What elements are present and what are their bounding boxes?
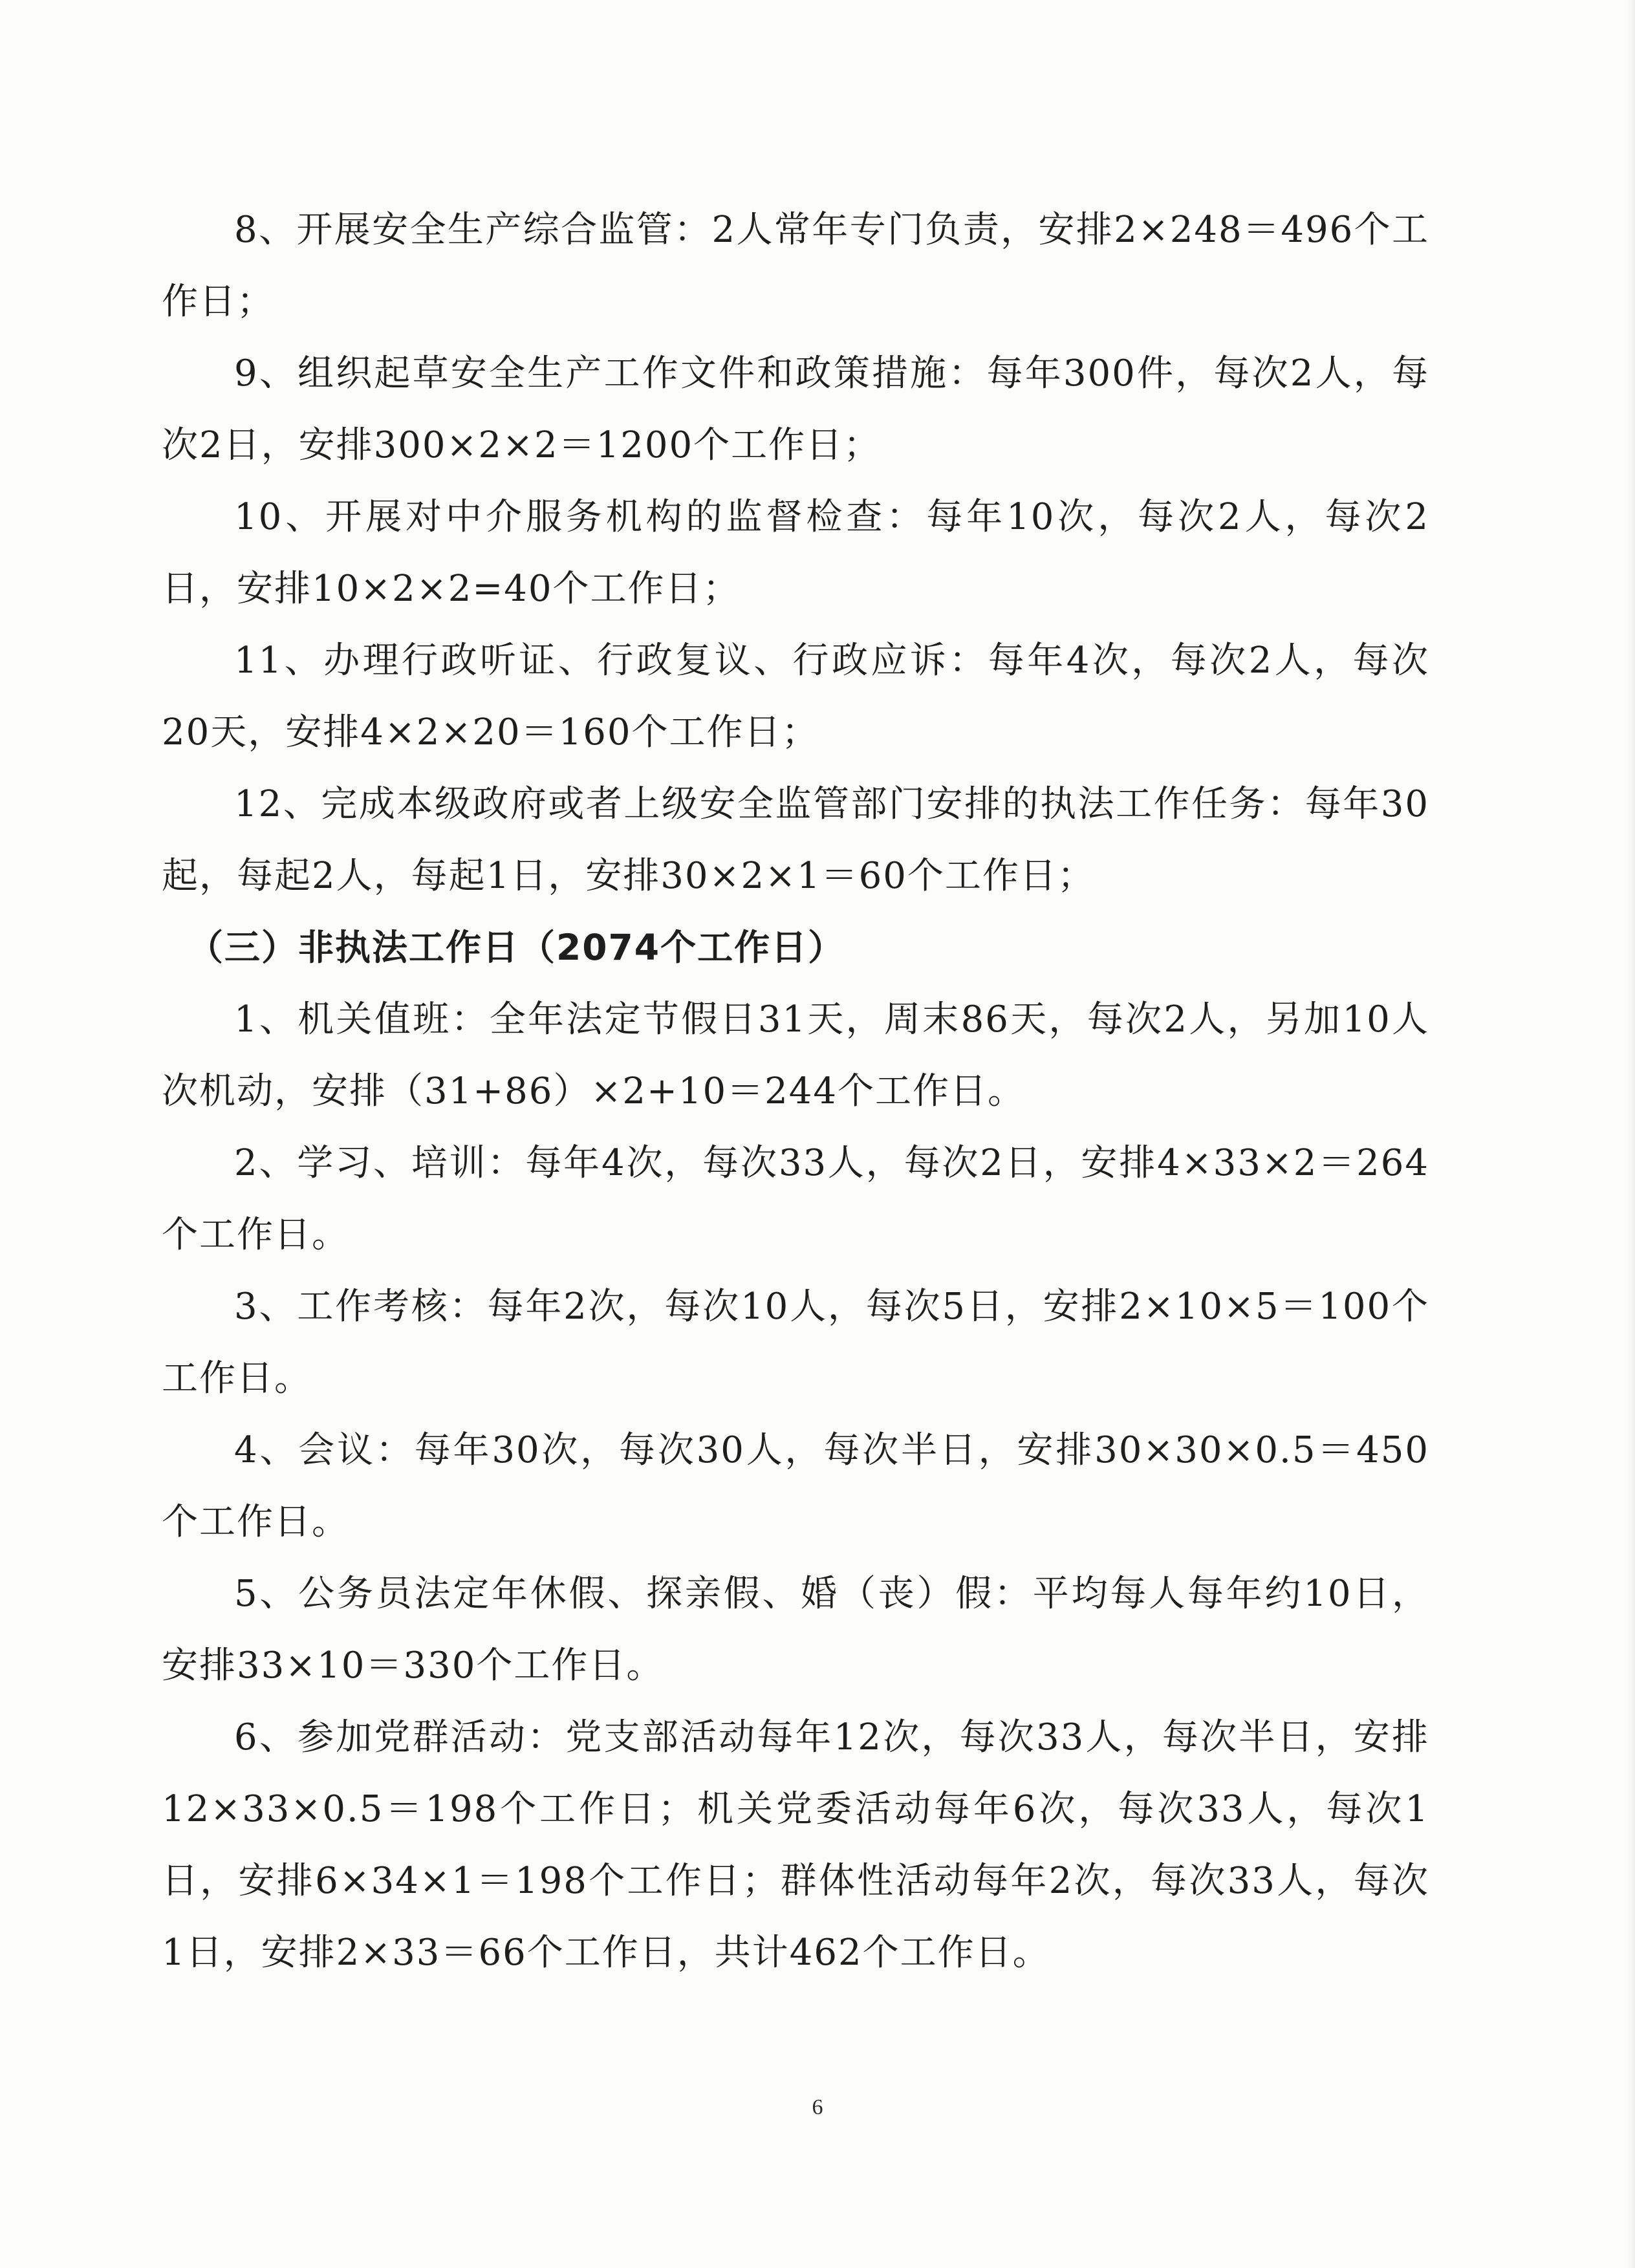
page-number: 6 [812, 2095, 823, 2119]
paragraph-item-8: 8、开展安全生产综合监管：2人常年专门负责，安排2×248＝496个工作日； [162, 209, 1429, 323]
section-item-2: 2、学习、培训：每年4次，每次33人，每次2日，安排4×33×2＝264个工作日。 [162, 1142, 1429, 1256]
paragraph-item-12: 12、完成本级政府或者上级安全监管部门安排的执法工作任务：每年30起，每起2人，每起1日，安排30×2×1＝60个工作日； [162, 783, 1429, 897]
section-item-6: 6、参加党群活动：党支部活动每年12次，每次33人，每次半日，安排12×33×0.5＝198个工作日；机关党委活动每年6次，每次33人，每次1日，安排6×34×1＝198个工作日；群体性活动每年2次，每次33人，每次1日，安排2×33＝66个工作日，共计462个工作日。 [162, 1716, 1429, 1974]
section-item-5: 5、公务员法定年休假、探亲假、婚（丧）假：平均每人每年约10日，安排33×10＝330个工作日。 [162, 1573, 1429, 1687]
paragraph-item-9: 9、组织起草安全生产工作文件和政策措施：每年300件，每次2人，每次2日，安排300×2×2＝1200个工作日； [162, 352, 1429, 466]
paragraph-item-10: 10、开展对中介服务机构的监督检查：每年10次，每次2人，每次2日，安排10×2×2=40个工作日； [162, 496, 1429, 610]
section-item-3: 3、工作考核：每年2次，每次10人，每次5日，安排2×10×5＝100个工作日。 [162, 1286, 1429, 1399]
scan-edge-shadow [1629, 0, 1635, 2268]
section-item-4: 4、会议：每年30次，每次30人，每次半日，安排30×30×0.5＝450个工作日。 [162, 1429, 1429, 1543]
paragraph-item-11: 11、办理行政听证、行政复议、行政应诉：每年4次，每次2人，每次20天，安排4×2×20＝160个工作日； [162, 640, 1430, 753]
section-heading: （三）非执法工作日（2074个工作日） [188, 927, 845, 968]
document-body [162, 194, 1429, 1989]
section-item-1: 1、机关值班：全年法定节假日31天，周末86天，每次2人，另加10人次机动，安排（31+86）×2+10＝244个工作日。 [162, 999, 1429, 1112]
